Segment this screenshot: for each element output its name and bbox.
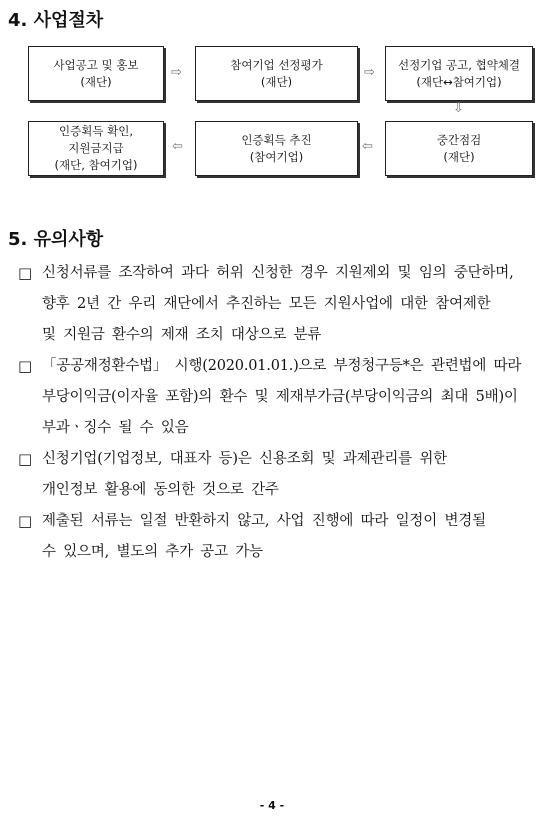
- checkbox-square-icon: □: [18, 264, 32, 282]
- arrow-right-icon: ⇨: [364, 65, 375, 80]
- step-5-title: 인증획득 추진: [241, 132, 312, 147]
- step-2-title: 참여기업 선정평가: [230, 57, 323, 72]
- step-6-subtitle: 지원금지급: [68, 141, 124, 155]
- note-line: 신청서류를 조작하여 과다 허위 신청한 경우 지원제외 및 임의 중단하며,: [42, 265, 514, 281]
- list-item: [18, 351, 538, 444]
- section4-title: 4. 사업절차: [8, 10, 104, 31]
- step-4-title: 중간점검: [436, 132, 482, 147]
- step-box-6: [28, 121, 164, 176]
- step-6-owner: (재단, 참여기업): [54, 158, 138, 172]
- arrow-down-icon: ⇩: [453, 101, 464, 116]
- list-item: [18, 258, 538, 351]
- arrow-left-icon: ⇦: [172, 139, 183, 154]
- note-line: 제출된 서류는 일절 반환하지 않고, 사업 진행에 따라 일정이 변경될: [42, 513, 486, 529]
- note-line: 신청기업(기업정보, 대표자 등)은 신용조회 및 과제관리를 위한: [42, 451, 447, 467]
- note-line: 향후 2년 간 우리 재단에서 추진하는 모든 지원사업에 대한 참여제한: [42, 296, 491, 312]
- notes-list: [18, 258, 538, 568]
- step-box-2: [195, 46, 358, 101]
- note-line: 및 지원금 환수의 제재 조치 대상으로 분류: [42, 327, 322, 343]
- step-4-owner: (재단): [443, 149, 475, 164]
- checkbox-square-icon: □: [18, 450, 32, 468]
- step-box-3: [385, 46, 533, 101]
- step-1-owner: (재단): [80, 74, 112, 89]
- step-box-1: [28, 46, 164, 101]
- section5-title: 5. 유의사항: [8, 229, 104, 250]
- note-line: 개인정보 활용에 동의한 것으로 간주: [42, 482, 279, 498]
- step-5-owner: (참여기업): [249, 149, 304, 164]
- checkbox-square-icon: □: [18, 512, 32, 530]
- step-box-4: [385, 121, 533, 176]
- arrow-left-icon: ⇦: [362, 139, 373, 154]
- step-6-title: 인증획득 확인,: [59, 124, 133, 138]
- checkbox-square-icon: □: [18, 357, 32, 375]
- process-flow: [0, 0, 544, 200]
- list-item: [18, 444, 538, 506]
- step-3-title: 선정기업 공고, 협약체결: [397, 57, 521, 72]
- arrow-right-icon: ⇨: [171, 65, 182, 80]
- note-line: 부과ㆍ징수 될 수 있음: [42, 420, 189, 436]
- step-1-title: 사업공고 및 홍보: [53, 57, 139, 72]
- list-item: [18, 506, 538, 568]
- note-line: 수 있으며, 별도의 추가 공고 가능: [42, 544, 263, 560]
- step-box-5: [195, 121, 358, 176]
- step-3-owner: (재단↔참여기업): [416, 74, 502, 89]
- note-line: 「공공재정환수법」 시행(2020.01.01.)으로 부정청구등*은 관련법에 따라: [42, 358, 522, 374]
- step-2-owner: (재단): [260, 74, 293, 89]
- note-line: 부당이익금(이자율 포함)의 환수 및 제재부가금(부당이익금의 최대 5배)이: [42, 389, 518, 405]
- page-number: - 4 -: [259, 799, 285, 812]
